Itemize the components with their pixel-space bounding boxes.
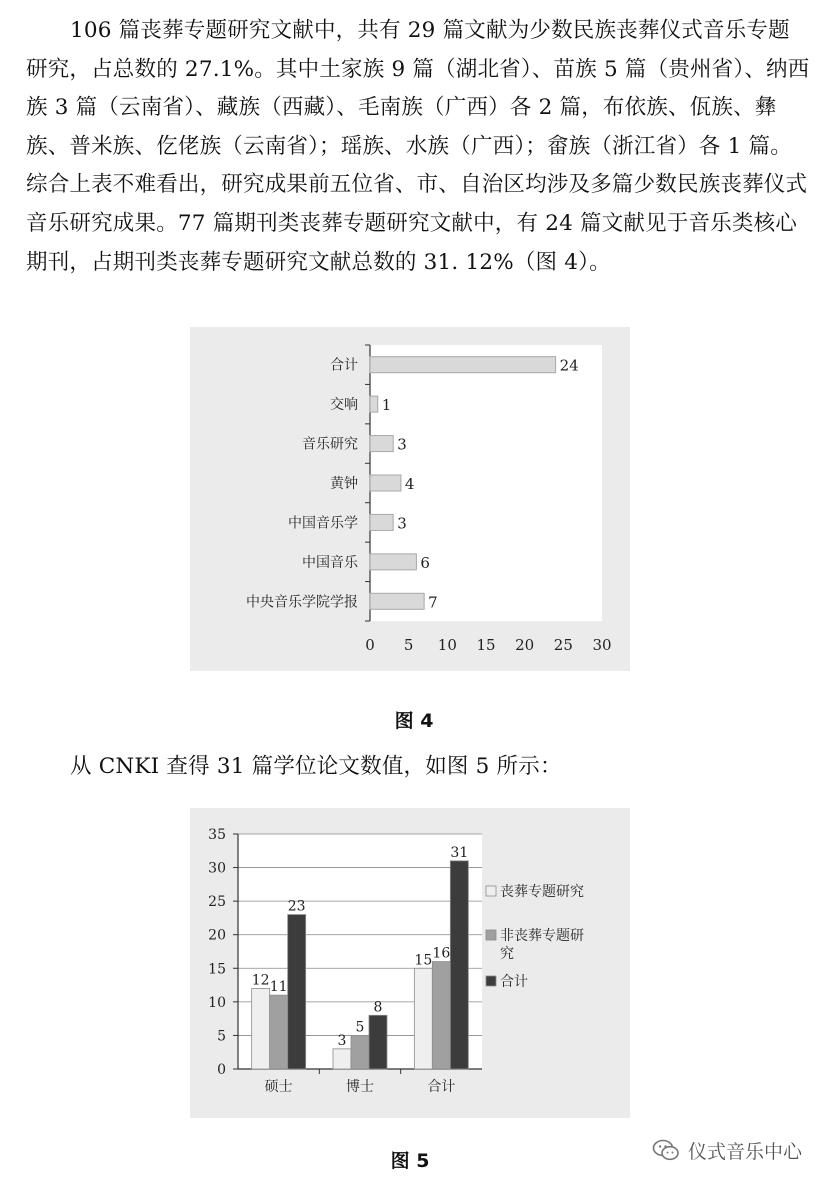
category-label: 黄钟 (330, 476, 358, 492)
data-label: 31 (450, 844, 469, 861)
wechat-watermark (652, 1130, 822, 1170)
figure-4-caption: 图 4 (394, 710, 434, 732)
data-label: 3 (337, 1032, 347, 1049)
bar (370, 357, 556, 373)
bar (370, 593, 424, 609)
figure-5-caption: 图 5 (390, 1150, 430, 1172)
data-label: 3 (397, 435, 407, 454)
y-tick-label: 20 (208, 927, 226, 944)
data-label: 23 (287, 898, 306, 915)
bar (333, 1049, 351, 1069)
y-tick-label: 5 (217, 1028, 226, 1045)
data-label: 11 (269, 979, 288, 996)
bar (369, 1015, 387, 1069)
bar (432, 962, 450, 1069)
bar (270, 995, 288, 1069)
x-tick-label: 0 (365, 636, 375, 654)
data-label: 5 (355, 1019, 365, 1036)
category-label: 中国音乐 (302, 554, 358, 571)
bar (414, 968, 432, 1069)
data-label: 7 (428, 593, 438, 612)
bar (288, 915, 306, 1069)
wechat-icon (652, 1138, 680, 1162)
x-tick-label: 20 (515, 636, 535, 654)
bar (252, 988, 270, 1069)
journal-bar-chart (190, 327, 630, 671)
y-tick-label: 15 (208, 961, 226, 978)
y-tick-label: 35 (208, 827, 226, 843)
data-label: 15 (414, 952, 433, 969)
x-tick-label: 25 (553, 636, 573, 654)
category-label: 硕士 (264, 1079, 293, 1095)
category-label: 合计 (427, 1079, 456, 1095)
cnki-paragraph: 从 CNKI 查得 31 篇学位论文数值，如图 5 所示： (70, 754, 562, 779)
data-label: 4 (404, 475, 415, 493)
bar (370, 514, 393, 530)
data-label: 24 (559, 356, 579, 375)
y-tick-label: 10 (208, 994, 226, 1011)
category-label: 合计 (330, 357, 358, 374)
x-tick-label: 15 (476, 636, 496, 654)
x-tick-label: 5 (403, 636, 414, 654)
category-label: 博士 (346, 1079, 374, 1095)
data-label: 6 (420, 553, 430, 572)
data-label: 12 (251, 972, 270, 989)
bar (370, 554, 416, 570)
legend-swatch (486, 930, 496, 940)
legend-swatch (486, 886, 496, 896)
legend-label: 合计 (500, 974, 528, 990)
data-label: 1 (381, 396, 392, 415)
y-tick-label: 30 (208, 860, 226, 877)
legend-label: 非丧葬专题研究 (500, 928, 584, 962)
category-label: 交响 (330, 397, 358, 414)
y-tick-label: 25 (208, 894, 226, 911)
category-label: 音乐研究 (302, 436, 358, 453)
data-label: 8 (373, 999, 383, 1016)
data-label: 16 (432, 945, 451, 962)
legend-swatch (486, 976, 496, 986)
bar (351, 1035, 369, 1069)
legend-label: 丧葬专题研究 (500, 884, 584, 900)
category-label: 中国音乐学 (288, 515, 358, 532)
legend-item (486, 883, 584, 900)
y-tick-label: 0 (217, 1062, 226, 1078)
category-label: 中央音乐学院学报 (246, 594, 358, 611)
data-label: 3 (397, 514, 407, 533)
intro-paragraph: 106 篇丧葬专题研究文献中，共有 29 篇文献为少数民族丧葬仪式音乐专题研究，占总数的 27.1%。其中土家族 9 篇（湖北省）、苗族 5 篇（贵州省）、纳西族 3 篇（云南省）、藏族（西藏）、毛南族（广西）各 2 篇，布依族、佤族、彝族、普米族、仡佬族（云南省）；瑶族、水族（广西）；畲族（浙江省）各 1 篇。综合上表不难看出，研究成果前五位省、市、自治区均涉及多篇少数民族丧葬仪式音乐研究成果。77 篇期刊类丧葬专题研究文献中，有 24 篇文献见于音乐类核心期刊，占期刊类丧葬专题研究文献总数的 31. 12%（图 4）。 (26, 18, 810, 275)
bar (370, 396, 378, 412)
x-tick-label: 30 (592, 636, 612, 654)
bar (370, 436, 393, 452)
x-tick-label: 10 (437, 636, 457, 654)
thesis-bar-chart (190, 808, 630, 1118)
bar (370, 475, 401, 491)
watermark-text: 仪式音乐中心 (688, 1140, 803, 1163)
bar (450, 861, 468, 1069)
